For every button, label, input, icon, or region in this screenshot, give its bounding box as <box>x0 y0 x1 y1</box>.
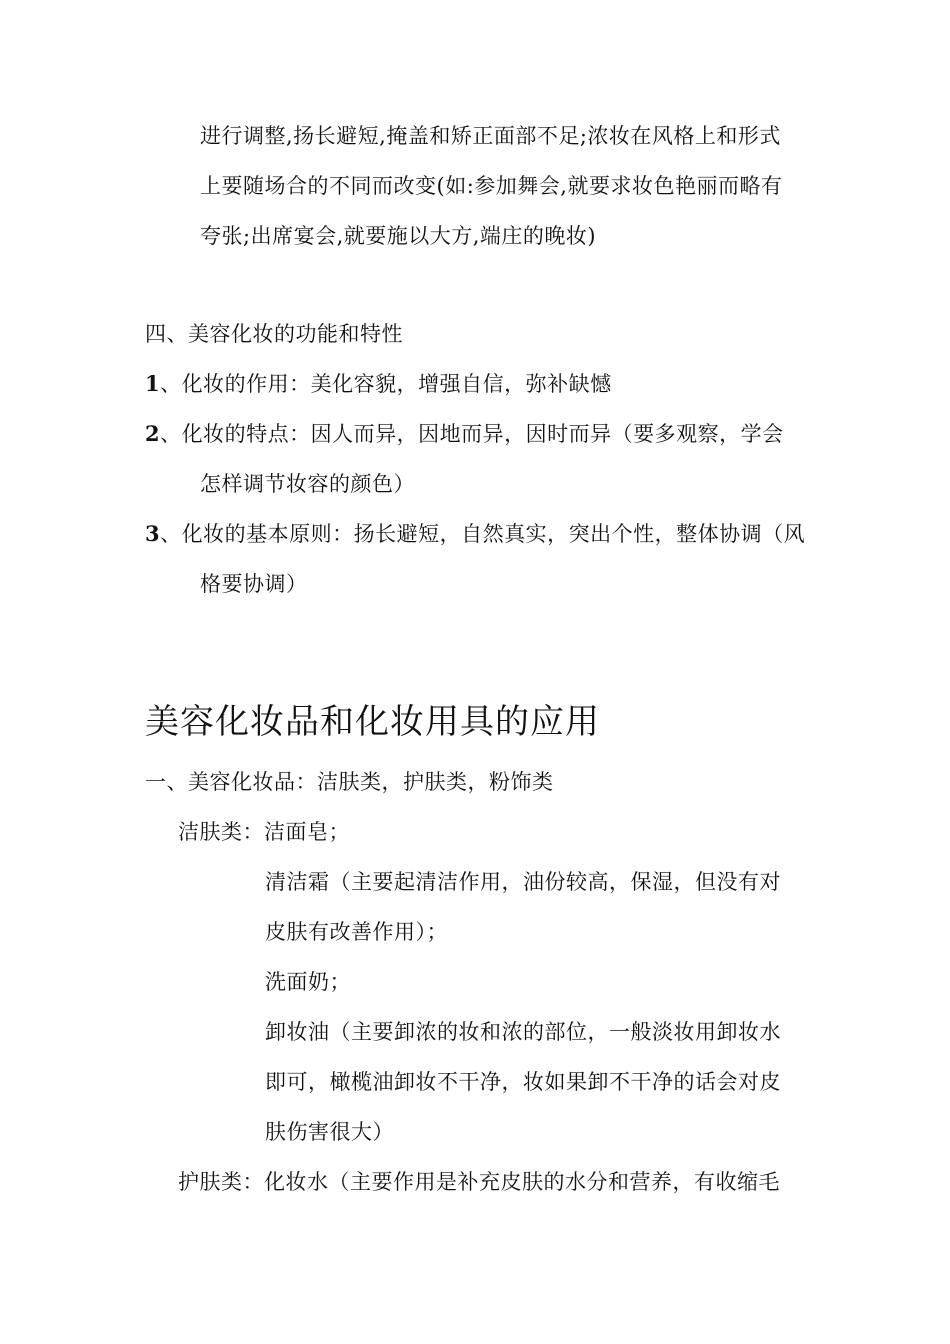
section-4-item-3 <box>145 520 805 548</box>
cleansing-line-2: 清洁霜（主要起清洁作用，油份较高，保湿，但没有对 <box>265 870 781 894</box>
item-number: 3 <box>145 521 161 546</box>
section-1-title: 一、美容化妆品：洁肤类，护肤类，粉饰类 <box>145 770 554 794</box>
intro-line-3: 夸张;出席宴会,就要施以大方,端庄的晚妆) <box>200 224 597 248</box>
section-4-item-2 <box>145 420 784 448</box>
section-4-item-3-continued: 格要协调） <box>200 572 308 596</box>
cleansing-line-3: 皮肤有改善作用）； <box>265 920 448 944</box>
skincare-row <box>178 1168 780 1196</box>
cleansing-label: 洁肤类： <box>178 820 264 844</box>
cleansing-line-5: 卸妆油（主要卸浓的妆和浓的部位，一般淡妆用卸妆水 <box>265 1020 781 1044</box>
cleansing-line-7: 肤伤害很大） <box>265 1120 394 1144</box>
cleansing-line-4: 洗面奶； <box>265 970 351 994</box>
intro-line-1: 进行调整,扬长避短,掩盖和矫正面部不足;浓妆在风格上和形式 <box>200 124 781 148</box>
section-4-item-2-continued: 怎样调节妆容的颜色） <box>200 472 415 496</box>
item-number: 2 <box>145 421 161 446</box>
section-4-title: 四、美容化妆的功能和特性 <box>145 322 403 346</box>
skincare-label: 护肤类： <box>178 1170 264 1194</box>
section-heading: 美容化妆品和化妆用具的应用 <box>145 702 600 742</box>
skincare-item-1: 化妆水（主要作用是补充皮肤的水分和营养，有收缩毛 <box>264 1170 780 1194</box>
item-text: 、化妆的作用：美化容貌，增强自信，弥补缺憾 <box>160 372 612 396</box>
item-text: 、化妆的基本原则：扬长避短，自然真实，突出个性，整体协调（风 <box>160 522 806 546</box>
cleansing-row <box>178 818 350 846</box>
cleansing-item-1: 洁面皂； <box>264 820 350 844</box>
item-number: 1 <box>145 371 161 396</box>
item-text: 、化妆的特点：因人而异，因地而异，因时而异（要多观察，学会 <box>160 422 784 446</box>
cleansing-line-6: 即可，橄榄油卸妆不干净，妆如果卸不干净的话会对皮 <box>265 1070 781 1094</box>
section-4-item-1 <box>145 370 612 398</box>
intro-line-2: 上要随场合的不同而改变(如:参加舞会,就要求妆色艳丽而略有 <box>200 174 783 198</box>
